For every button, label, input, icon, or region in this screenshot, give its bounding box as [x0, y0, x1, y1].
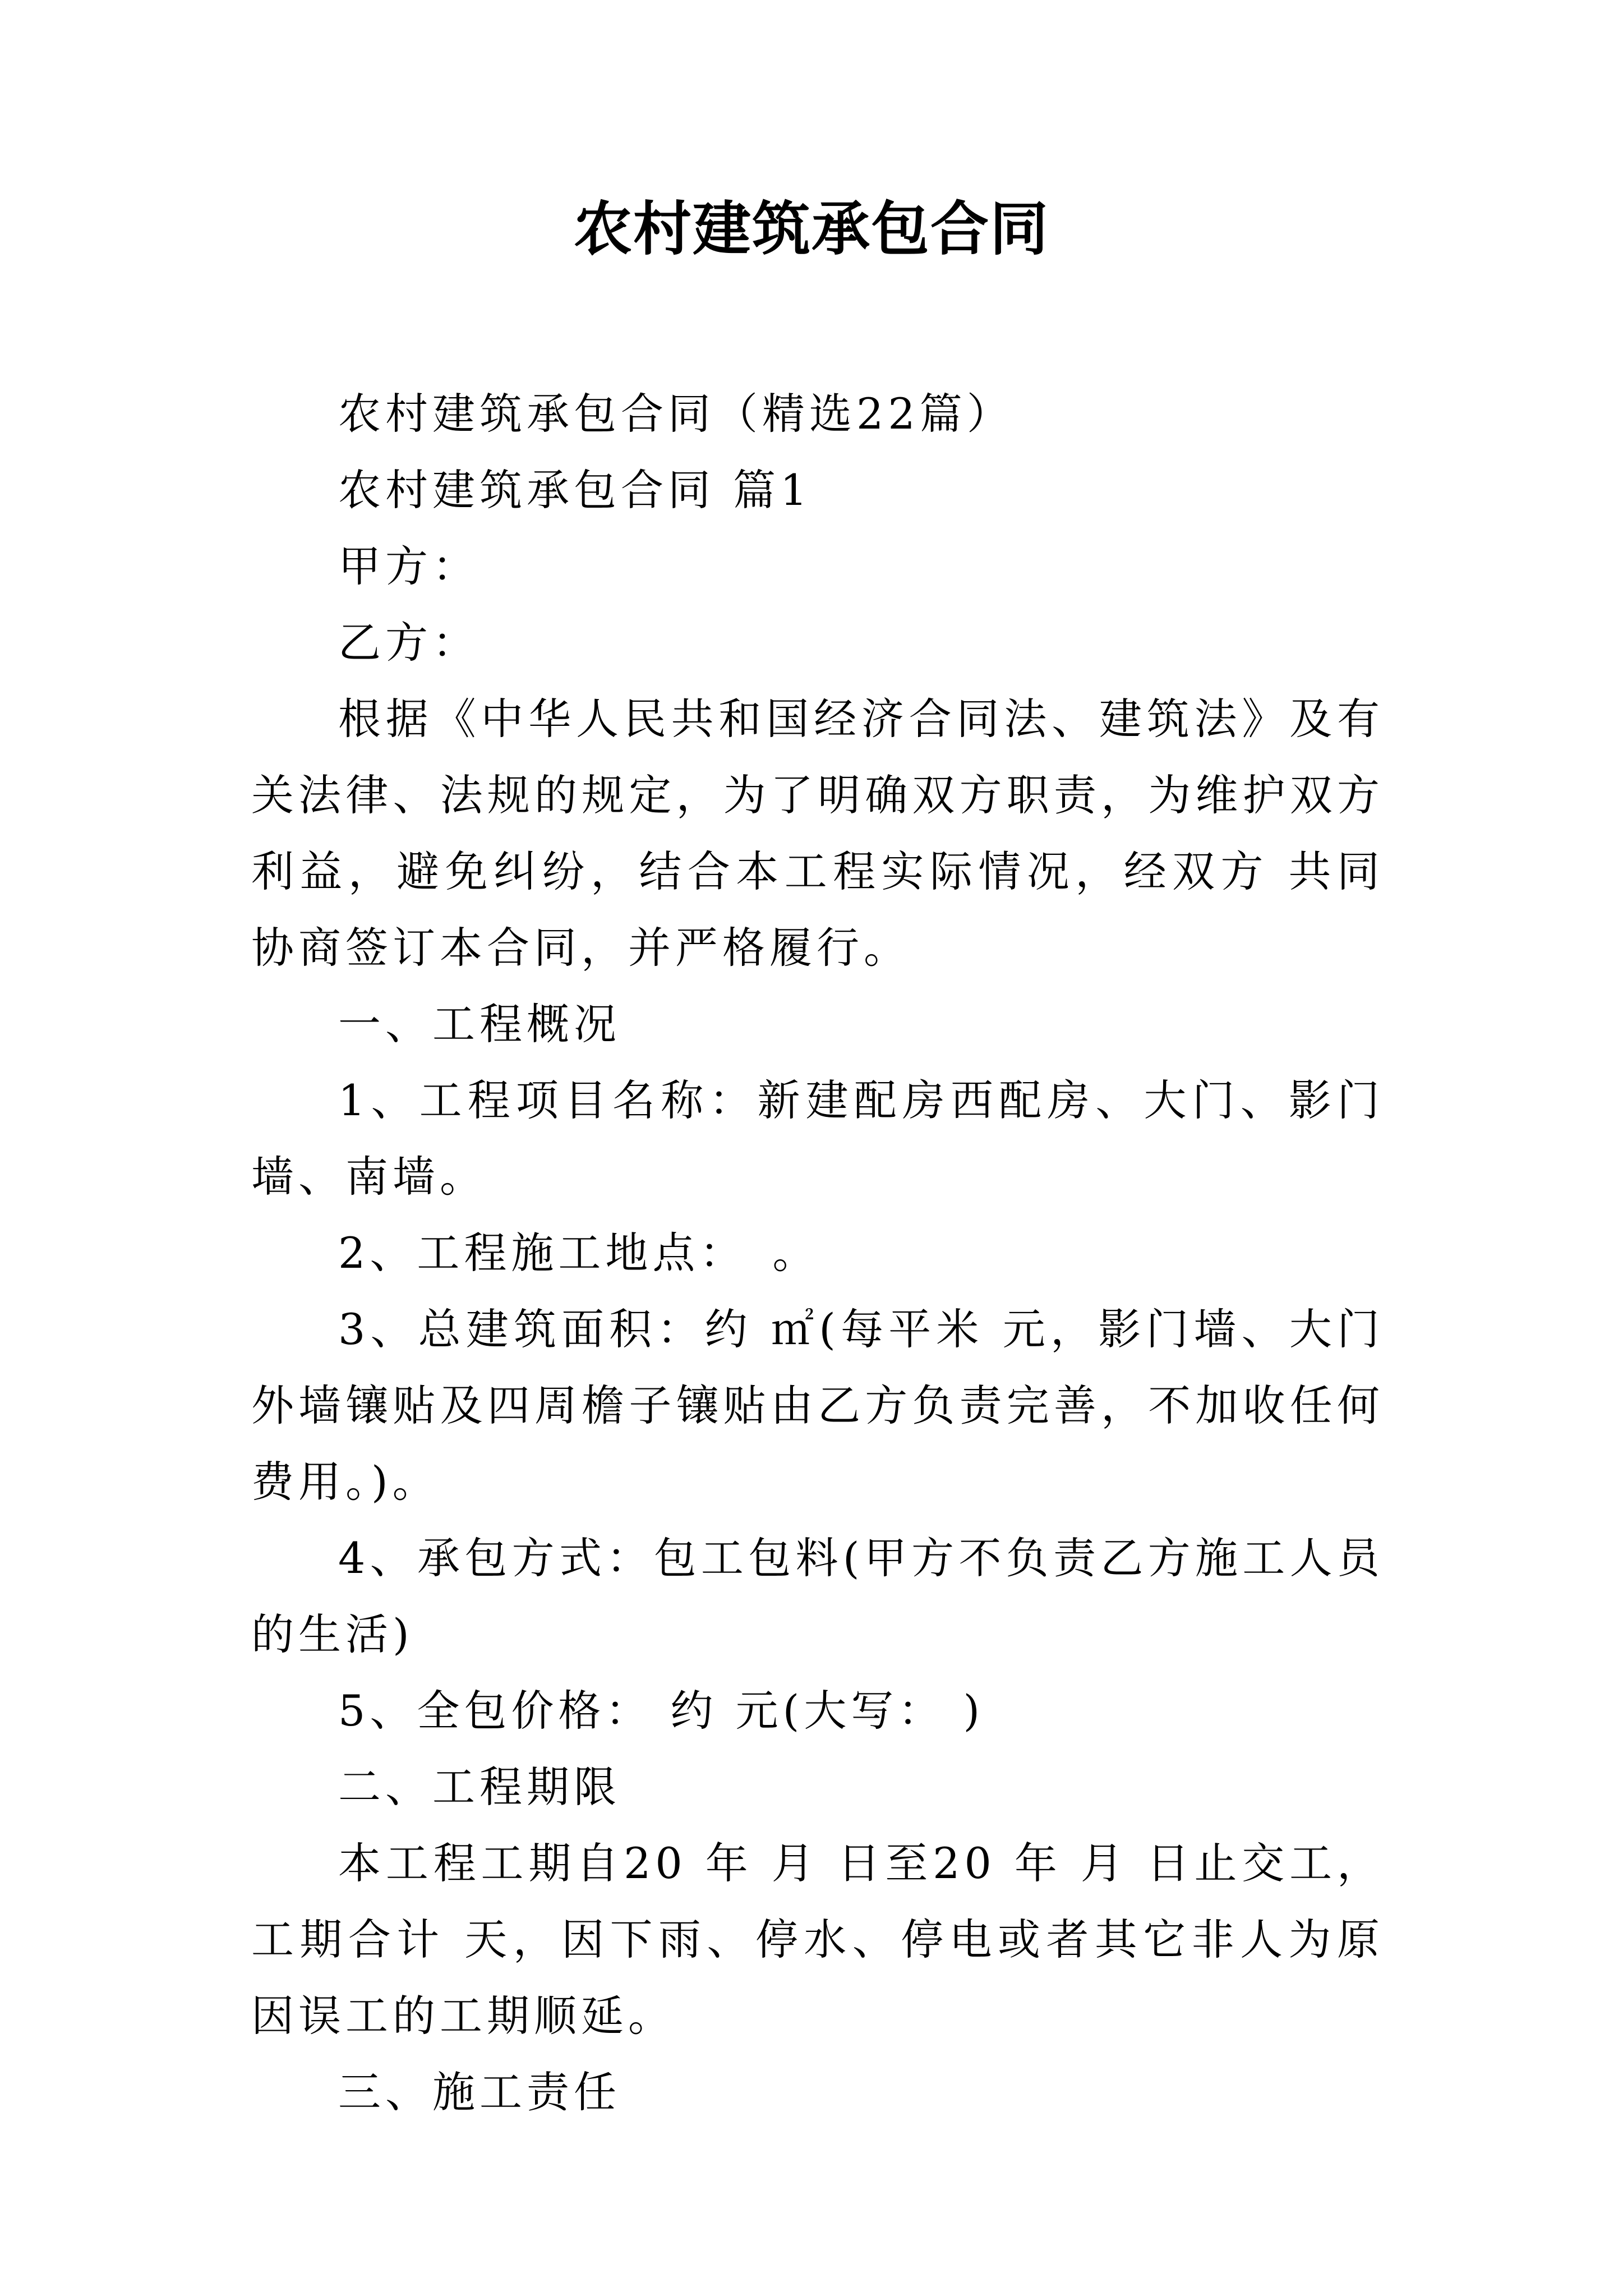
subtitle-paragraph: 农村建筑承包合同（精选22篇） — [338, 389, 1014, 439]
section-heading-construction-responsibility: 三、施工责任 — [338, 2067, 621, 2117]
clause-contract-method: 4、承包方式：包工包料(甲方不负责乙方施工人员的生活) — [251, 1533, 1384, 1659]
clause-project-location: 2、工程施工地点： 。 — [338, 1228, 820, 1278]
section-heading-project-period: 二、工程期限 — [338, 1762, 621, 1812]
party-a-line: 甲方： — [338, 541, 479, 591]
section-heading-project-overview: 一、工程概况 — [338, 999, 621, 1049]
clause-project-name: 1、工程项目名称：新建配房西配房、大门、影门墙、南墙。 — [251, 1075, 1384, 1202]
section-heading-part-1: 农村建筑承包合同 篇1 — [338, 465, 812, 515]
document-title: 农村建筑承包合同 — [573, 194, 1049, 263]
party-b-line: 乙方： — [338, 618, 479, 668]
document-body — [251, 376, 1384, 2131]
clause-total-price: 5、全包价格： 约 元(大写： ) — [338, 1686, 985, 1736]
preamble-paragraph: 根据《中华人民共和国经济合同法、建筑法》及有关法律、法规的规定，为了明确双方职责，为维护双方利益，避免纠纷，结合本工程实际情况，经双方 共同协商签订本合同，并严格履行。 — [251, 694, 1384, 973]
clause-total-area: 3、总建筑面积：约 ㎡(每平米 元，影门墙、大门外墙镶贴及四周檐子镶贴由乙方负责完善，不加收任何费用。)。 — [251, 1304, 1384, 1507]
clause-schedule: 本工程工期自20 年 月 日至20 年 月 日止交工，工期合计 天，因下雨、停水、停电或者其它非人为原因误工的工期顺延。 — [251, 1838, 1384, 2041]
